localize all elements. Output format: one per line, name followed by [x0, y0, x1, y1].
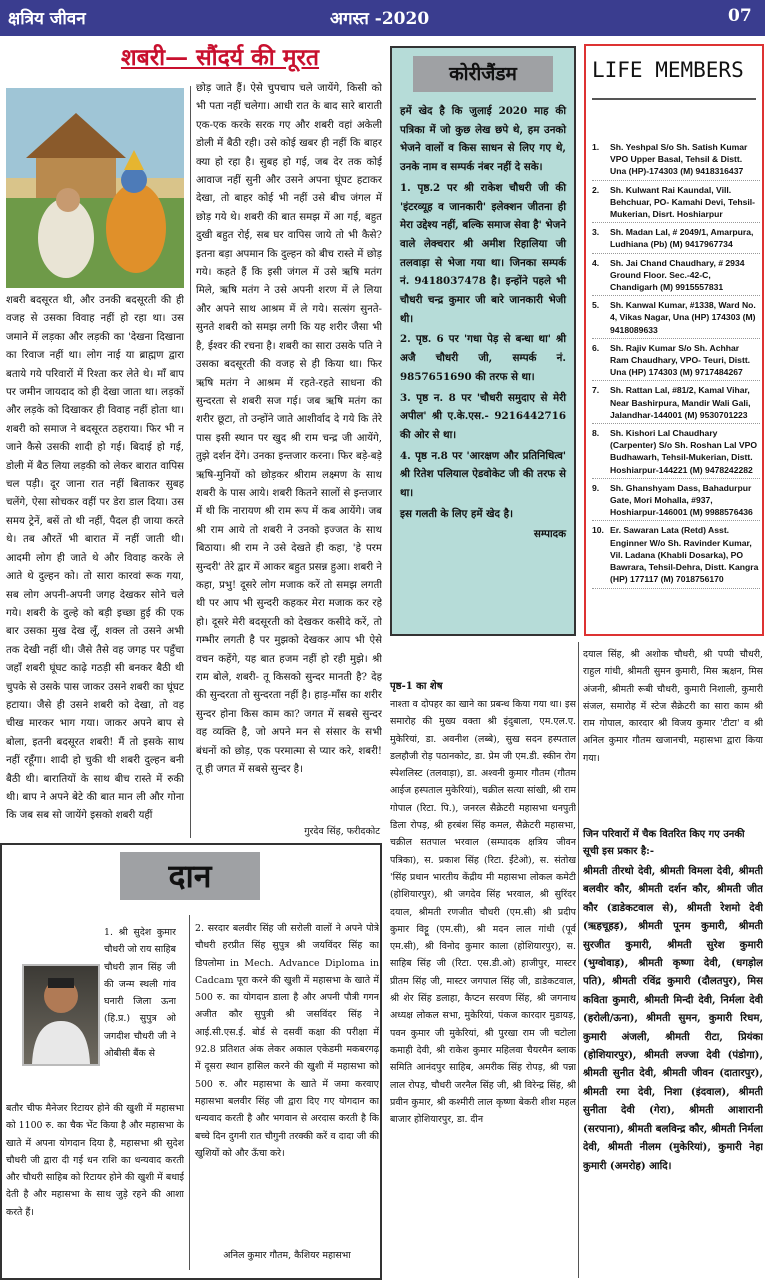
corrigendum-title: कोरीजैंडम — [413, 56, 553, 92]
report-body: नाश्ता व दोपहर का खाने का प्रबन्ध किया गया था। इस समारोह की मुख्य वक्ता श्री इंदुबाला, एम.एल.ए. मुकेरियां, डा. अवनीश (लब्बे), सुख सदन हस्पताल डलहौजी रोड़ पठानकोट, डा. प्रेम जी एम.डी. स्कीन रोग स्पेशलिस्ट (तलवाड़ा), डा. अश्वनी कुमार गौतम (गौतम आईज हस्पताल मुकेरियां), चक्रील सत्या सांखी, श्री राम गोपाल (रिटा. पि.), जनरल सैक्रेटरी महासभा धनपुती डिला रोपड़, श्री हरबंश सिंह कमल, सैक्रेटरी महासभा, चक्रील सतपाल भरवाल (सम्पादक क्षत्रिय जीवन पत्रिका), स. प्रकाश सिंह (रिटा. ईंटेओ), स. संतोख 'सिंह प्रधान भारतीय केंद्रीय मी महासभा लोकल कमेटी (होशियारपुर), श्री जगदेव सिंह भरवाल, श्री सुरिंदर दयाल, श्रीमती रणजीत चौधरी (एम.सी) श्री प्रदीप कुमार विट्टू (एम.सी), श्री मदन लाल गांधी (पूर्व एम.सी), श्री विनोद कुमार काला (होशियारपुर), स. साहिब सिंह जी (रिटा. एस.डी.ओ) हाजीपुर, मास्टर प्रीतम सिंह जी, मास्टर जगपाल सिंह जी, डाडेकटवाल, श्री शेर सिंह डलाहा, कैप्टन सरवण सिंह, श्री जगनाथ अध्यक्ष लोकल सभा, मुकेरियां, पंकज कारदार मुडायड़, पवन कुमार जी मुकेरियां, श्री पुरखा राम जी चटोला कमाही देवी, श्री राकेश कुमार महिलवा चैयरमैन ब्लाक समिति आनंदपुर साहिब, अमरीक सिंह रोपड़, श्री पन्ना लाल रोपड़, चौधरी जरनैल सिंह जी, श्री विरेन्द्र सिंह, श्री प्रवीन कुमार, श्री कश्मीरी लाल कृष्णा बेकरी शीश महल बाजार होशियारपुर, डा. दीन — [390, 699, 576, 1126]
page-number: 07 — [728, 6, 752, 26]
article-column-1: शबरी बदसूरत थी, और उनकी बदसूरती की ही वजह से उसका विवाह नहीं हो रहा था। उस जमाने में लड़का और लड़की का 'देखना दिखाना का रिवाज नहीं था। लोग नाई या ब्राह्मण द्वारा बताये गये परिवारों में रिश्ता कर लेते थे। माँ बाप पर जमीन जायदाद को ही देखा जाता था। लड़कों और लड़के को दिखाकर ही विवाह नहीं होता था। शबरी को समाज ने बदसूरत ठहराया। फिर भी न जाने कैसे उसकी शादी हो गई। बिदाई हो गई, डोली में बैठ लिया लड़की को लेकर बारात वापिस चल पड़ी। दूर जाना रात नहीं बिताकर सुबह चलेंगे, ऐसा सोचकर वहीं पर डेरा डाल दिया। उस समय ट्रेनें, बसें तो थी नहीं, पैदल ही जाया करते थे। तब औरतें भी बारात में नहीं जाती थी। आदमी लोग ही जाते थे और विवाह करके ले आते थे दुल्हन को। तो सारा कारवां रूक गया, सब लोग अपनी-अपनी जगह देखकर सोने चले गये। शबरी के दुल्हे को बड़ी इच्छा हुई की एक बार उसका मुख देख लूँ, शक्ल तो उसने अभी तक देखी नहीं थी। जैसे तैसे वह जगह पर पहुँचा जहाँ शबरी घूंघट काढ़े गठड़ी सी बनकर बैठी थी चुपके से उसके पास जाकर उसने शबरी का घूंघट हटाया। जैसे ही उसने शबरी को देखा, तो वह चीख मारकर भाग गया। जाकर अपने बाप से बोला, इतनी बदसूरत शबरी! मैं तो इसके साथ नहीं रहूँगा। शादी हो चुकी थी शबरी दुल्हन बनी बैठी थी। बारातियों के साथ बीच रास्ते में रुकी थी। बाप ने अपने बेटे की बात मान ली और गोना कि जब सब सो जायेंगे इसको शबरी यहीं — [6, 295, 184, 822]
member-number: 1. — [592, 142, 600, 152]
member-item — [592, 257, 760, 297]
member-item — [592, 342, 760, 382]
page-header — [0, 0, 765, 36]
article-column-2: छोड़ जाते हैं। ऐसे चुपचाप चले जायेंगे, किसी को भी पता नहीं चलेगा। आधी रात के बाद सारे बाराती एक-एक करके सरक गए और शबरी वहां अकेली डोली में बैठी रही। उसे कोई खबर ही नहीं कि बाहर क्या हो रहा है। सुबह हो गई, जब देर तक कोई आवाज नहीं सुनी और उसने अपना घूंघट हटाकर देखा, तो बाहर कोई भी नहीं उसे बीच जंगल में छोड़ गये थे। शबरी की बात समझ में आ गई, बहुत दुखी बहुत रोई, सब घर वापिस जाये तो भी कैसे? इतना बड़ा अपमान कि दुल्हन को बीच रास्ते में छोड़ गये। कहते हैं कि इसी जंगल में उसे ऋषि मतंग मिले, ऋषि मतंग ने उसे अपनी शरण में ले लिया और अपने साथ आश्रम में ले गये। सत्संग सुनते-सुनते शबरी को समझ लगी कि यह शरीर जैसा भी है, ईश्वर की रचना है। शबरी का सारा उसके पति ने उसका बदसूरती की वजह से ही किया था। फिर ऋषि मतंग ने आश्रम में रहते-रहते साधना की सुन्दरता से शबरी सज गई। जब ऋषि मतंग का शरीर छूटा, तो उन्होंने जाते आशीर्वाद दे गये कि तेरे पास इसी स्थान पर खुद श्री राम चन्द्र जी आयेंगे, तुझे दर्शन देंगे। उनका इन्तजार करना। फिर बड़े-बड़े ऋषि-मुनियों को छोड़कर श्रीराम लक्ष्मण के साथ शबरी के पास आये। शबरी कितने सालों से इन्तजार में थी कि नारायण श्री राम रूप में कब आयेंगे। जब श्री राम आये तो शबरी ने उनको इज्जत के साथ बिठाया। श्री राम ने उसे देखते ही कहा, 'हे परम सुन्दरी' तेरे द्वार में आकर बहुत प्रसन्न हुआ। शबरी ने कहा, प्रभु! दूसरे लोग मजाक करें तो समझ लगती थी पर आप भी सुन्दरी कहकर मेरा मजाक कर रहे हो। दूसरे मेरी बदसूरती को देखकर कसीदे करें, तो गम्भीर लगती है पर मुझको देखकर आप भी ऐसे वचन कहेंगे, यह बात हजम नहीं हो रही मुझे। श्री राम बोले, शबरी- तू किसको सुन्दर मानती है? देह की सुन्दरता तो सुन्दरता नहीं है। हाड़-माँस का शरीर सुन्दर होना किस काम का? जगत में सबसे सुन्दर वह व्यक्ति है, जो अपने मन से संसार के सभी बंधनों को छोड़, एक परमात्मा से प्यार करे, शबरी! तू ही जगत में सबसे सुन्दर है। — [196, 83, 382, 776]
daan-signature: अनिल कुमार गौतम, कैशियर महासभा — [223, 1250, 351, 1261]
member-details: Er. Sawaran Lata (Retd) Asst. Enginner W/o Sh. Ravinder Kumar, Vil. Ladana (Khabli Dosarka), PO Bawrara, Tehsil-Dehra, Distt. Kangra (HP) 177117 (M) 7018756170 — [610, 525, 759, 585]
daan-divider — [189, 915, 190, 1270]
member-number: 4. — [592, 257, 600, 268]
member-details: Sh. Rattan Lal, #81/2, Kamal Vihar, Near Bashirpura, Mandir Wali Gali, Jalandhar-144001 (M) 9530701223 — [610, 385, 751, 420]
life-members-list — [592, 141, 760, 592]
member-details: Sh. Yeshpal S/o Sh. Satish Kumar VPO Upper Basal, Tehsil & Distt. Una (HP)-174303 (M) 9418316437 — [610, 142, 748, 177]
member-item — [592, 524, 760, 588]
member-details: Sh. Madan Lal, # 2049/1, Amarpura, Ludhiana (Pb) (M) 9417967734 — [610, 227, 754, 250]
member-details: Sh. Kulwant Rai Kaundal, Vill. Behchuar, PO- Kamahi Devi, Tehsil- Mukerian, Disrt. Hoshiarpur — [610, 184, 756, 220]
daan-title: दान — [120, 852, 260, 900]
member-item — [592, 427, 760, 479]
member-number: 8. — [592, 428, 600, 439]
corrigendum-intro: हमें खेद है कि जुलाई 2020 माह की पत्रिका में जो कुछ लेख छपे थे, हम उनको भेजने वालों व किस साधन से लिए गए थे, उनके नाम व सम्पर्क नंबर नहीं दे सके। — [400, 105, 566, 174]
member-item — [592, 141, 760, 181]
shabri-rama-illustration — [6, 88, 184, 288]
corrigendum-item: 1. पृष्ठ.2 पर श्री राकेश चौधरी जी की 'इंटरव्यूह व जानकारी' इलेक्शन जीतना ही मेरा उद्देश्य नहीं, बल्कि समाज सेवा है' भेजने वाले लेक्चरार श्री अमीश रिहालिया जी तलवाड़ा से भेजा गया था। जिनका सम्पर्क नं. 9418037478 है। इन्होंने पहले भी चौधरी चन्द्र कुमार जी बारे जानकारी भेजी थी। — [400, 181, 566, 325]
title-rule — [592, 98, 756, 100]
member-details: Sh. Rajiv Kumar S/o Sh. Achhar Ram Chaudhary, VPO- Teuri, Distt. Una (HP) 174303 (M) 9717484267 — [610, 342, 751, 378]
corrigendum-item: 2. पृष्ठ. 6 पर 'गधा पेड़ से बन्धा था' श्री अजै चौधरी जी, सम्पर्क नं. 9857651690 की तरफ से था। — [400, 333, 566, 383]
member-details: Sh. Jai Chand Chaudhary, # 2934 Ground Floor. Sec.-42-C, Chandigarh (M) 9915557831 — [610, 257, 745, 293]
member-number: 3. — [592, 227, 600, 238]
life-members-title: LIFE MEMBERS — [592, 58, 744, 82]
member-details: Sh. Ghanshyam Dass, Bahadurpur Gate, Mori Mohalla, #937, Hoshiarpur-146001 (M) 9988576436 — [610, 482, 753, 518]
member-item — [592, 482, 760, 522]
life-members-box — [584, 44, 764, 636]
cheque-recipients: श्रीमती तीरथो देवी, श्रीमती विमला देवी, श्रीमती बलवीर कौर, श्रीमती दर्शन कौर, श्रीमती जीत कौर (डाडेकटवाल से), श्रीमती रेशमो देवी (ऋहचूहड़), श्रीमती पूनम कुमारी, श्रीमती सुरजीत कुमारी, श्रीमती सुरेश कुमारी (भुग्वोवाड़), श्रीमती कृष्णा देवी, (धगड़ोल पति), श्रीमती रविंद्र कुमारी (दौलतपुर), मिस कविता कुमारी, श्रीमती मिन्दी देवी, निर्मला देवी (हरोली/ऊना), श्रीमती सुमन, कुमारी रिधम, कुमारी अंजली, श्रीमती रीटा, प्रियंका (होशियारपुर), श्रीमती लज्जा देवी (पंडोगा), श्रीमती सुनीत देवी, श्रीमती जीवन (दातारपुर), श्रीमती रमा देवी, निशा (इंदवाल), श्रीमती सुनीता देवी (गेरा), श्रीमती आशारानी (सरपाना), श्रीमती बलविन्द्र कौर, श्रीमती निर्मला देवी, श्रीमती नीलम (मुकेरियां), कुमारी नेहा कुमारी (अमरोह) आदि। — [583, 865, 763, 1172]
corrigendum-body — [392, 92, 574, 544]
column-divider — [578, 642, 579, 1278]
member-number: 9. — [592, 482, 600, 493]
corrigendum-box — [390, 46, 576, 636]
daan-col1-top: 1. श्री सुदेश कुमार चौधरी जो राय साहिब चौधरी ज्ञान सिंह जी की जन्म स्थली गांव घनारी जिला ऊना (हि.प्र.) सुपुत्र ओ जगदीश चौधरी जी ने ओबीसी बैंक से — [104, 927, 176, 1060]
member-number: 5. — [592, 300, 600, 311]
member-details: Sh. Kanwal Kumar, #1338, Ward No. 4, Vikas Nagar, Una (HP) 174303 (M) 9418089633 — [610, 300, 756, 335]
corrigendum-item: 3. पृष्ठ न. 8 पर 'चौधरी समुदाए से मेरी अपील' श्री ए.के.एस.- 9216442716 की ओर से था। — [400, 391, 566, 441]
member-number: 2. — [592, 184, 600, 195]
member-number: 10. — [592, 525, 604, 536]
corrigendum-sign: सम्पादक — [533, 528, 566, 541]
daan-col1-bottom: बतौर चीफ मैनेजर रिटायर होने की खुशी में महासभा को 1100 रु. का चैक भेंट किया है और महासभा के खाते में अपना योगदान दिया है, महासभा श्री सुदेश चौधरी जी द्वारा दी गई धन राशि का धन्यवाद करती और चौधरी साहिब को रिटायर होने की खुशी में बधाई देती है और महासभा के साथ जुड़े रहने की आशा करते हैं। — [6, 1103, 184, 1218]
member-number: 7. — [592, 385, 600, 396]
report-heading: पृष्ठ-1 का शेष — [390, 681, 443, 692]
issue-date: अगस्त -2020 — [330, 9, 430, 29]
closing-remarks: दयाल सिंह, श्री अशोक चौधरी, श्री पप्पी चौधरी, राहुल गांधी, श्रीमती सुमन कुमारी, मिस ऋक्षन, मिस अंजनी, श्रीमती रूबी चौधरी, कुमारी निशाली, कुमारी संजल, समारोह में स्टेज सैक्रेटरी का सारा काम श्री राम गोपाल, कारदार श्री विजय कुमार 'टीटा' व श्री अनिल कुमार गौतम खजानची, महासभा द्वारा किया गया। — [583, 649, 763, 764]
daan-col2: 2. सरदार बलवीर सिंह जी सरोली वालों ने अपने पोत्रे चौधरी हरप्रीत सिंह सुपुत्र श्री जयविंदर सिंह का डिपलोमा in Mech. Advance Diploma in Cadcam पूरा करने की खुशी में महासभा के खाते में 500 रु. का योगदान डाला है और अपनी पौत्री गगन अजीत कौर सुपुत्री श्री जसविंदर सिंह ने आई.सी.एस.ई. बोर्ड से दसवीं कक्षा की परीक्षा में 92.8 प्रतिशत अंक लेकर अकाल एकेडमी मकबरगढ़ में दूसरा स्थान हासिल करने की खुशी में महासभा को 500 रु. और महासभा के खाते में जमा करवाए महासभा बलवीर सिंह जी द्वारा दिए गए योगदान का धन्यवाद करती है और भगवान से अरदास करती है कि बच्चे दिन दुगनी रात चौगुनी तरक्की करें व दादा जी की खुशियों को और ऊँचा करे। — [195, 923, 379, 1159]
article-signature: गुरदेव सिंह, फरीदकोट — [304, 826, 380, 837]
corrigendum-item: 4. पृष्ठ न.8 पर 'आरक्षण और प्रतिनिधित्व' श्री रितेश पलियाल ऐडवोकेट जी की तरफ से था। — [400, 449, 566, 500]
member-number: 6. — [592, 342, 600, 353]
member-item — [592, 299, 760, 339]
member-item — [592, 384, 760, 424]
article-title: शबरी— सौंदर्य की मूरत — [120, 44, 320, 71]
member-item — [592, 226, 760, 253]
corrigendum-closing: इस गलती के लिए हमें खेद है। — [400, 507, 513, 520]
cheque-list-heading: जिन परिवारों में चैक वितरित किए गए उनकी सूची इस प्रकार है:- — [583, 829, 745, 857]
column-divider — [190, 86, 191, 838]
donor-photo — [22, 964, 100, 1066]
publication-name: क्षत्रिय जीवन — [8, 9, 86, 29]
member-details: Sh. Kishori Lal Chaudhary (Carpenter) S/o Sh. Roshan Lal VPO Budhawarh, Tehsil-Mukerian, Distt. Hoshiarpur-144221 (M) 9478242282 — [610, 428, 758, 475]
member-item — [592, 184, 760, 224]
